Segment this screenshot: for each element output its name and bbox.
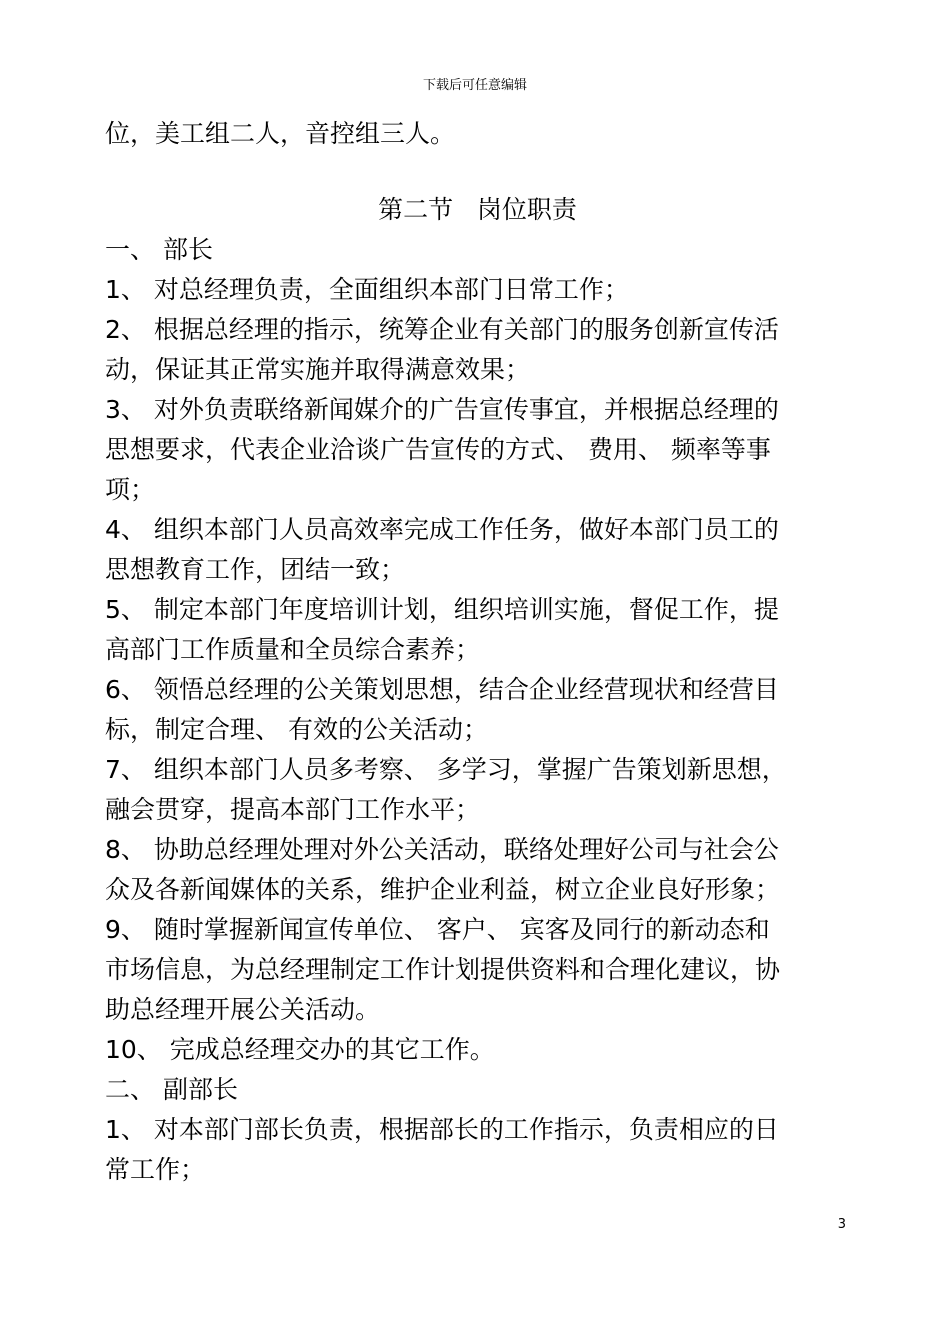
paragraph-line: 思想要求，代表企业洽谈广告宣传的方式、 费用、 频率等事 (105, 435, 771, 464)
paragraph-line: 10、 完成总经理交办的其它工作。 (105, 1035, 495, 1064)
page-number: 3 (837, 1217, 846, 1232)
paragraph-line: 6、 领悟总经理的公关策划思想，结合企业经营现状和经营目 (105, 675, 779, 704)
paragraph-line: 2、 根据总经理的指示，统筹企业有关部门的服务创新宣传活 (105, 315, 779, 344)
paragraph-line: 项； (105, 475, 156, 504)
paragraph-line: 高部门工作质量和全员综合素养； (105, 635, 481, 664)
paragraph-line: 9、 随时掌握新闻宣传单位、 客户、 宾客及同行的新动态和 (105, 915, 770, 944)
paragraph-line: 8、 协助总经理处理对外公关活动，联络处理好公司与社会公 (105, 835, 779, 864)
heading-deputy-minister: 二、 副部长 (105, 1075, 238, 1104)
paragraph-line: 市场信息，为总经理制定工作计划提供资料和合理化建议，协 (105, 955, 781, 984)
paragraph-line: 助总经理开展公关活动。 (105, 995, 381, 1024)
section-title: 第二节 岗位职责 (378, 195, 577, 224)
paragraph-line: 7、 组织本部门人员多考察、 多学习，掌握广告策划新思想， (105, 755, 787, 784)
paragraph-line: 常工作； (105, 1155, 206, 1184)
paragraph-line: 1、 对总经理负责，全面组织本部门日常工作； (105, 275, 629, 304)
paragraph-line: 思想教育工作，团结一致； (105, 555, 406, 584)
intro-line: 位，美工组二人，音控组三人。 (105, 119, 456, 148)
paragraph-line: 众及各新闻媒体的关系，维护企业利益，树立企业良好形象； (105, 875, 781, 904)
page-header: 下载后可任意编辑 (422, 78, 527, 93)
paragraph-line: 1、 对本部门部长负责，根据部长的工作指示，负责相应的日 (105, 1115, 779, 1144)
paragraph-line: 标，制定合理、 有效的公关活动； (105, 715, 488, 744)
paragraph-line: 3、 对外负责联络新闻媒介的广告宣传事宜，并根据总经理的 (105, 395, 779, 424)
document-body (105, 114, 850, 1190)
paragraph-line: 融会贯穿，提高本部门工作水平； (105, 795, 481, 824)
paragraph-line: 5、 制定本部门年度培训计划，组织培训实施，督促工作，提 (105, 595, 779, 624)
heading-minister: 一、 部长 (105, 235, 213, 264)
paragraph-line: 4、 组织本部门人员高效率完成工作任务，做好本部门员工的 (105, 515, 779, 544)
paragraph-line: 动，保证其正常实施并取得满意效果； (105, 355, 531, 384)
